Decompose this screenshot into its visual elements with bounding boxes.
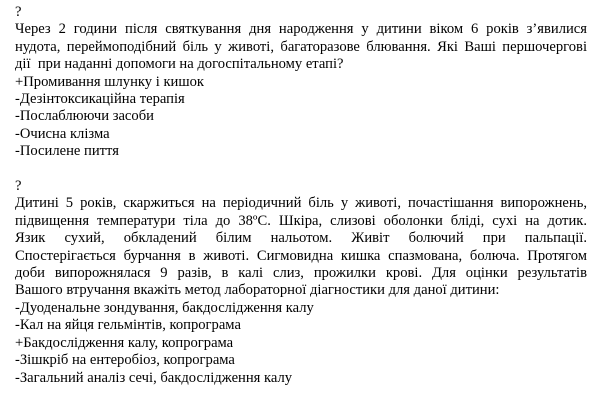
question-marker: ? (15, 4, 22, 20)
answer-option: -Кал на яйця гельмінтів, копрограма (15, 317, 241, 334)
answer-option: +Промивання шлунку і кишок (15, 73, 204, 90)
paragraph-spacer (15, 161, 587, 178)
question-block-2 (15, 178, 587, 387)
question-text-line: доби випорожнялася 9 разів, в калі слиз, прожилки крові. Для оцінки результатів (15, 265, 587, 282)
answer-option: -Зішкріб на ентеробіоз, копрограма (15, 352, 235, 369)
answer-option: +Бакдослідження калу, копрограма (15, 334, 234, 351)
answer-option: -Дуоденальне зондування, бакдослідження калу (15, 299, 314, 316)
answer-option: -Очисна клізма (15, 125, 110, 142)
answer-option: -Послаблюючи засоби (15, 108, 154, 125)
answer-option: -Дезінтоксикаційна терапія (15, 91, 185, 108)
answer-option: -Загальний аналіз сечі, бакдослідження калу (15, 369, 293, 386)
question-text-line: Спостерігається бурчання в животі. Сигмовидна кишка спазмована, болюча. Протягом (15, 247, 587, 264)
question-text-line: дії при наданні допомоги на догоспітальному етапі? (15, 56, 344, 73)
question-text-line: Дитині 5 років, скаржиться на періодичний біль у животі, почастішання випорожнень, (15, 195, 587, 212)
question-text-line: підвищення температури тіла до 38ºС. Шкіра, слизові оболонки бліді, сухі на дотик. (15, 212, 587, 229)
question-text-line: Через 2 години після святкування дня народження у дитини віком 6 років з’явилися (15, 21, 587, 38)
question-marker: ? (15, 178, 22, 195)
question-block-1 (15, 4, 587, 161)
question-text-line: Язик сухий, обкладений білим нальотом. Живіт болючий при пальпації. (15, 230, 587, 247)
question-text-line: Вашого втручання вкажіть метод лабораторної діагностики для даної дитини: (15, 282, 500, 299)
answer-option: -Посилене пиття (15, 143, 119, 160)
question-text-line: нудота, переймоподібний біль у животі, багаторазове блювання. Які Ваші першочергові (15, 38, 587, 55)
